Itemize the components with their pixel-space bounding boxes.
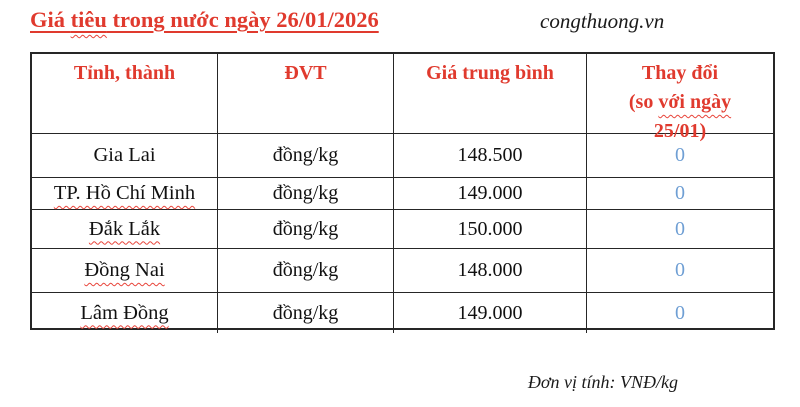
table-row: [32, 209, 773, 248]
cell-avg-price: 148.000: [393, 249, 586, 292]
table-row: [32, 177, 773, 209]
cell-unit: đồng/kg: [217, 293, 393, 333]
cell-province: Đắk Lắk: [88, 217, 161, 240]
header-cell-avg-price: Giá trung bình: [393, 54, 586, 133]
cell-province: Lâm Đồng: [80, 301, 169, 324]
header-change-line1: Thay đổi: [641, 62, 719, 84]
page-title-misspelled-word: tiêu: [70, 7, 107, 32]
header-change-line2-misspelled: với ngày: [658, 91, 732, 113]
cell-change: 0: [586, 178, 773, 209]
cell-province: TP. Hồ Chí Minh: [53, 182, 196, 204]
table-header-row: [32, 54, 773, 142]
header-cell-unit: ĐVT: [217, 54, 393, 133]
cell-unit: đồng/kg: [217, 178, 393, 209]
cell-avg-price: 149.000: [393, 178, 586, 209]
table-row: [32, 248, 773, 292]
cell-change: 0: [586, 210, 773, 248]
page-title-prefix: Giá: [30, 7, 71, 32]
cell-change: 0: [586, 293, 773, 333]
cell-unit: đồng/kg: [217, 210, 393, 248]
header-change-lines: [629, 59, 731, 146]
price-table: [30, 52, 775, 330]
cell-change: 0: [586, 249, 773, 292]
header-cell-change: [586, 54, 773, 142]
table-row: [32, 133, 773, 177]
cell-province: Gia Lai: [93, 144, 156, 166]
table-row: [32, 292, 773, 333]
cell-avg-price: 148.500: [393, 134, 586, 177]
cell-avg-price: 149.000: [393, 293, 586, 333]
page-title-suffix: trong nước ngày 26/01/2026: [106, 7, 379, 32]
cell-province: Đồng Nai: [84, 259, 165, 281]
footer-note: Đơn vị tính: VNĐ/kg: [527, 372, 678, 392]
site-name: congthuong.vn: [540, 9, 665, 33]
header-cell-province: Tỉnh, thành: [73, 62, 176, 84]
header-change-line2-prefix: (so: [628, 91, 659, 113]
header-change-line3: 25/01): [653, 120, 707, 142]
cell-unit: đồng/kg: [217, 134, 393, 177]
cell-avg-price: 150.000: [393, 210, 586, 248]
page-title: [30, 7, 379, 33]
cell-unit: đồng/kg: [217, 249, 393, 292]
cell-change: 0: [586, 134, 773, 177]
